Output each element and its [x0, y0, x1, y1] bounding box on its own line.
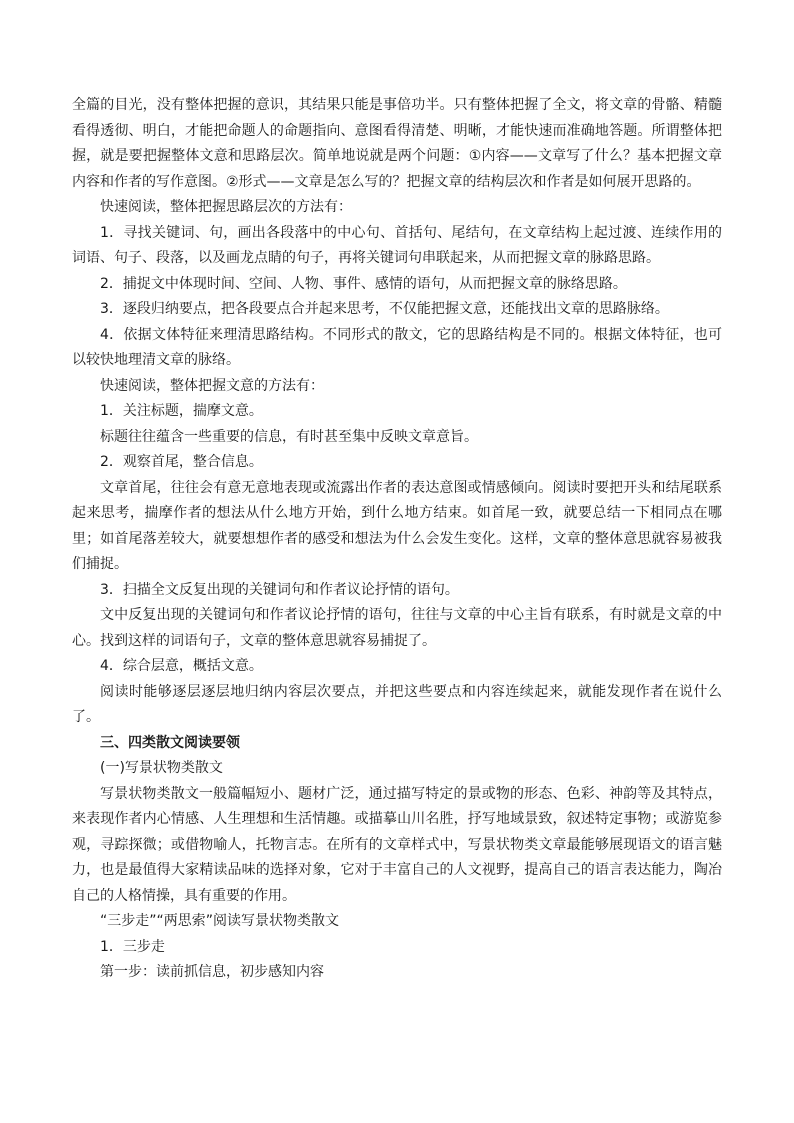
- body-paragraph: 快速阅读，整体把握思路层次的方法有：: [100, 199, 352, 215]
- list-item: 1．寻找关键词、句，画出各段落中的中心句、首括句、尾结句，在文章结构上起过渡、连续作用的词语、句子、段落，以及画龙点睛的句子，再将关键词句串联起来，从而把握文章的脉路思路。: [72, 224, 722, 266]
- list-item: 1．关注标题，揣摩文意。: [100, 403, 263, 419]
- list-item: 2．捕捉文中体现时间、空间、人物、事件、感情的语句，从而把握文章的脉络思路。: [100, 275, 627, 292]
- body-paragraph: 全篇的目光，没有整体把握的意识，其结果只能是事倍功半。只有整体把握了全文，将文章的骨骼、精髓看得透彻、明白，才能把命题人的命题指向、意图看得清楚、明晰，才能快速而准确地答题。所谓整体把握，就是要把握整体文意和思路层次。简单地说就是两个问题：①内容——文章写了什么？基本把握文章内容和作者的写作意图。②形式——文章是怎么写的？把握文章的结构层次和作者是如何展开思路的。: [72, 97, 722, 190]
- list-item: 4．综合层意，概括文意。: [100, 658, 263, 674]
- body-paragraph: “三步走”“两思索”阅读写景状物类散文: [100, 913, 340, 929]
- list-item: 4．依据文体特征来理清思路结构。不同形式的散文，它的思路结构是不同的。根据文体特征，也可以较快地理清文章的脉络。: [72, 326, 722, 368]
- list-item: 第一步：读前抓信息，初步感知内容: [100, 964, 324, 980]
- subsection-heading: (一)写景状物类散文: [100, 760, 223, 776]
- list-item: 2．观察首尾，整合信息。: [100, 454, 263, 470]
- body-paragraph: 标题往往蕴含一些重要的信息，有时甚至集中反映文章意旨。: [100, 428, 478, 445]
- body-paragraph: 快速阅读，整体把握文意的方法有：: [100, 377, 324, 394]
- body-paragraph: 文中反复出现的关键词句和作者议论抒情的语句，往往与文章的中心主旨有联系，有时就是文章的中心。找到这样的词语句子，文章的整体意思就容易捕捉了。: [72, 607, 722, 649]
- body-paragraph: 写景状物类散文一般篇幅短小、题材广泛，通过描写特定的景或物的形态、色彩、神韵等及其特点，来表现作者内心情感、人生理想和生活情趣。或描摹山川名胜，抒写地域景致，叙述特定事物；或游览参观，寻踪探微；或借物喻人，托物言志。在所有的文章样式中，写景状物类文章最能够展现语文的语言魅力，也是最值得大家精读品味的选择对象，它对于丰富自己的人文视野，提高自己的语言表达能力，陶冶自己的人格情操，具有重要的作用。: [72, 785, 722, 904]
- list-item: 3．逐段归纳要点，把各段要点合并起来思考，不仅能把握文意，还能找出文章的思路脉络。: [100, 301, 669, 317]
- body-paragraph: 阅读时能够逐层逐层地归纳内容层次要点，并把这些要点和内容连续起来，就能发现作者在说什么了。: [72, 683, 722, 725]
- document-page: [72, 93, 722, 986]
- body-paragraph: 文章首尾，往往会有意无意地表现或流露出作者的表达意图或情感倾向。阅读时要把开头和结尾联系起来思考，揣摩作者的想法从什么地方开始，到什么地方结束。如首尾一致，就要总结一下相同点在哪里；如首尾落差较大，就要想想作者的感受和想法为什么会发生变化。这样，文章的整体意思就容易被我们捕捉。: [72, 479, 722, 572]
- list-item: 1．三步走: [100, 938, 165, 955]
- section-heading: 三、四类散文阅读要领: [100, 734, 240, 751]
- list-item: 3．扫描全文反复出现的关键词句和作者议论抒情的语句。: [100, 581, 459, 598]
